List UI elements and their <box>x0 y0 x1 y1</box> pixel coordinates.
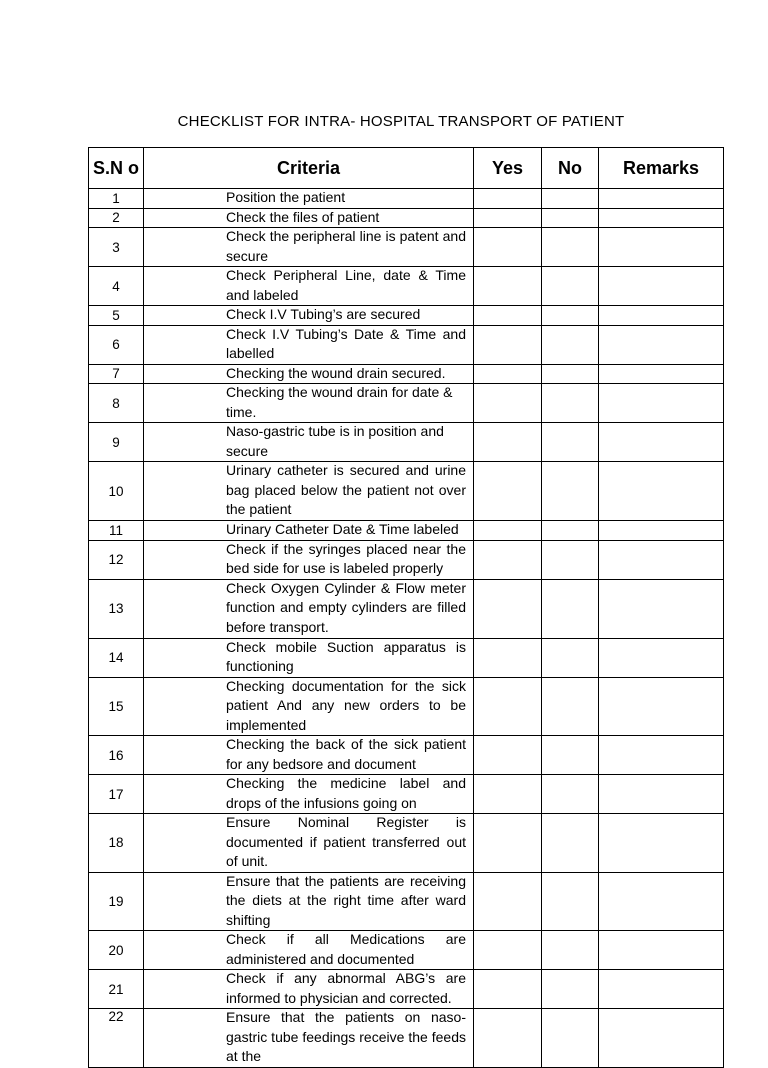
row-number: 8 <box>89 384 144 423</box>
criteria-cell <box>144 872 474 931</box>
remarks-cell[interactable] <box>599 970 724 1009</box>
yes-cell[interactable] <box>474 540 542 579</box>
remarks-cell[interactable] <box>599 872 724 931</box>
table-row <box>89 970 724 1009</box>
no-cell[interactable] <box>542 423 599 462</box>
table-row <box>89 736 724 775</box>
criteria-cell <box>144 736 474 775</box>
criteria-text: Checking documentation for the sick patient And any new orders to be implemented <box>226 677 466 733</box>
criteria-text: Check I.V Tubing’s are secured <box>226 306 421 322</box>
remarks-cell[interactable] <box>599 384 724 423</box>
yes-cell[interactable] <box>474 872 542 931</box>
criteria-cell <box>144 1009 474 1068</box>
criteria-text: Checking the medicine label and drops of the infusions going on <box>226 775 466 811</box>
remarks-cell[interactable] <box>599 775 724 814</box>
no-cell[interactable] <box>542 208 599 228</box>
remarks-cell[interactable] <box>599 325 724 364</box>
row-number: 12 <box>89 540 144 579</box>
remarks-cell[interactable] <box>599 364 724 384</box>
table-row <box>89 872 724 931</box>
table-row <box>89 579 724 638</box>
yes-cell[interactable] <box>474 677 542 736</box>
criteria-cell <box>144 306 474 326</box>
criteria-text: Check Peripheral Line, date & Time and labeled <box>226 267 466 303</box>
row-number: 1 <box>89 189 144 209</box>
criteria-text: Urinary Catheter Date & Time labeled <box>226 521 459 537</box>
no-cell[interactable] <box>542 325 599 364</box>
criteria-cell <box>144 189 474 209</box>
criteria-text: Check if all Medications are administered and documented <box>226 931 466 967</box>
row-number: 9 <box>89 423 144 462</box>
header-row <box>89 148 724 189</box>
no-cell[interactable] <box>542 228 599 267</box>
criteria-text: Checking the back of the sick patient for any bedsore and document <box>226 736 466 772</box>
yes-cell[interactable] <box>474 579 542 638</box>
no-cell[interactable] <box>542 677 599 736</box>
no-cell[interactable] <box>542 306 599 326</box>
header-sno: S.N o <box>89 148 144 189</box>
yes-cell[interactable] <box>474 325 542 364</box>
table-row <box>89 540 724 579</box>
header-no: No <box>542 148 599 189</box>
no-cell[interactable] <box>542 638 599 677</box>
remarks-cell[interactable] <box>599 189 724 209</box>
table-row <box>89 677 724 736</box>
row-number: 10 <box>89 462 144 521</box>
criteria-cell <box>144 228 474 267</box>
row-number: 2 <box>89 208 144 228</box>
yes-cell[interactable] <box>474 970 542 1009</box>
yes-cell[interactable] <box>474 521 542 541</box>
no-cell[interactable] <box>542 521 599 541</box>
criteria-text: Position the patient <box>226 189 346 205</box>
remarks-cell[interactable] <box>599 736 724 775</box>
no-cell[interactable] <box>542 267 599 306</box>
remarks-cell[interactable] <box>599 306 724 326</box>
checklist-table <box>88 147 724 1068</box>
no-cell[interactable] <box>542 1009 599 1068</box>
criteria-cell <box>144 638 474 677</box>
yes-cell[interactable] <box>474 462 542 521</box>
table-row <box>89 228 724 267</box>
yes-cell[interactable] <box>474 306 542 326</box>
no-cell[interactable] <box>542 736 599 775</box>
yes-cell[interactable] <box>474 267 542 306</box>
row-number: 20 <box>89 931 144 970</box>
no-cell[interactable] <box>542 970 599 1009</box>
criteria-text: Ensure that the patients on naso-gastric tube feedings receive the feeds at the <box>226 1009 466 1064</box>
row-number: 3 <box>89 228 144 267</box>
table-row <box>89 462 724 521</box>
table-row <box>89 306 724 326</box>
table-row <box>89 208 724 228</box>
table-row <box>89 384 724 423</box>
criteria-text: Ensure that the patients are receiving the diets at the right time after ward shifting <box>226 872 466 928</box>
header-criteria: Criteria <box>144 148 474 189</box>
yes-cell[interactable] <box>474 775 542 814</box>
criteria-text: Check if any abnormal ABG’s are informed to physician and corrected. <box>226 970 466 1006</box>
row-number: 15 <box>89 677 144 736</box>
row-number: 19 <box>89 872 144 931</box>
table-row <box>89 521 724 541</box>
criteria-text: Check Oxygen Cylinder & Flow meter function and empty cylinders are filled before transport. <box>226 579 466 635</box>
criteria-text: Check mobile Suction apparatus is functioning <box>226 638 466 674</box>
remarks-cell[interactable] <box>599 638 724 677</box>
remarks-cell[interactable] <box>599 1009 724 1068</box>
row-number: 16 <box>89 736 144 775</box>
yes-cell[interactable] <box>474 384 542 423</box>
criteria-text: Check the files of patient <box>226 208 380 225</box>
criteria-cell <box>144 931 474 970</box>
table-row <box>89 775 724 814</box>
row-number: 22 <box>89 1009 144 1068</box>
remarks-cell[interactable] <box>599 521 724 541</box>
criteria-cell <box>144 384 474 423</box>
remarks-cell[interactable] <box>599 267 724 306</box>
criteria-cell <box>144 208 474 228</box>
no-cell[interactable] <box>542 462 599 521</box>
criteria-cell <box>144 267 474 306</box>
yes-cell[interactable] <box>474 1009 542 1068</box>
yes-cell[interactable] <box>474 736 542 775</box>
remarks-cell[interactable] <box>599 540 724 579</box>
row-number: 5 <box>89 306 144 326</box>
no-cell[interactable] <box>542 775 599 814</box>
row-number: 14 <box>89 638 144 677</box>
no-cell[interactable] <box>542 579 599 638</box>
criteria-cell <box>144 970 474 1009</box>
criteria-cell <box>144 775 474 814</box>
header-yes: Yes <box>474 148 542 189</box>
yes-cell[interactable] <box>474 814 542 873</box>
no-cell[interactable] <box>542 872 599 931</box>
row-number: 21 <box>89 970 144 1009</box>
remarks-cell[interactable] <box>599 208 724 228</box>
yes-cell[interactable] <box>474 364 542 384</box>
criteria-text: Check if the syringes placed near the bed side for use is labeled properly <box>226 540 466 576</box>
no-cell[interactable] <box>542 189 599 209</box>
criteria-cell <box>144 423 474 462</box>
table-row <box>89 267 724 306</box>
table-row <box>89 423 724 462</box>
yes-cell[interactable] <box>474 638 542 677</box>
table-row <box>89 364 724 384</box>
table-row <box>89 931 724 970</box>
remarks-cell[interactable] <box>599 579 724 638</box>
no-cell[interactable] <box>542 931 599 970</box>
criteria-cell <box>144 325 474 364</box>
remarks-cell[interactable] <box>599 677 724 736</box>
no-cell[interactable] <box>542 384 599 423</box>
yes-cell[interactable] <box>474 931 542 970</box>
criteria-text: Checking the wound drain secured. <box>226 364 446 381</box>
yes-cell[interactable] <box>474 208 542 228</box>
document-title: CHECKLIST FOR INTRA- HOSPITAL TRANSPORT OF PATIENT <box>177 113 625 130</box>
criteria-cell <box>144 579 474 638</box>
table-row <box>89 638 724 677</box>
yes-cell[interactable] <box>474 423 542 462</box>
no-cell[interactable] <box>542 540 599 579</box>
table-row <box>89 325 724 364</box>
yes-cell[interactable] <box>474 189 542 209</box>
criteria-cell <box>144 364 474 384</box>
row-number: 17 <box>89 775 144 814</box>
header-remarks: Remarks <box>599 148 724 189</box>
criteria-cell <box>144 462 474 521</box>
row-number: 18 <box>89 814 144 873</box>
row-number: 6 <box>89 325 144 364</box>
remarks-cell[interactable] <box>599 814 724 873</box>
table-row <box>89 1009 724 1068</box>
remarks-cell[interactable] <box>599 228 724 267</box>
row-number: 11 <box>89 521 144 541</box>
criteria-cell <box>144 814 474 873</box>
criteria-text: Naso-gastric tube is in position and secure <box>226 423 444 459</box>
row-number: 13 <box>89 579 144 638</box>
criteria-cell <box>144 677 474 736</box>
criteria-cell <box>144 540 474 579</box>
no-cell[interactable] <box>542 364 599 384</box>
table-row <box>89 189 724 209</box>
no-cell[interactable] <box>542 814 599 873</box>
criteria-text: Urinary catheter is secured and urine bag placed below the patient not over the patient <box>226 462 466 517</box>
row-number: 4 <box>89 267 144 306</box>
criteria-text: Check the peripheral line is patent and secure <box>226 228 466 264</box>
criteria-text: Ensure Nominal Register is documented if patient transferred out of unit. <box>226 814 466 869</box>
remarks-cell[interactable] <box>599 462 724 521</box>
remarks-cell[interactable] <box>599 931 724 970</box>
table-row <box>89 814 724 873</box>
criteria-text: Checking the wound drain for date & time. <box>226 384 453 420</box>
criteria-text: Check I.V Tubing’s Date & Time and labelled <box>226 325 466 361</box>
criteria-cell <box>144 521 474 541</box>
row-number: 7 <box>89 364 144 384</box>
yes-cell[interactable] <box>474 228 542 267</box>
remarks-cell[interactable] <box>599 423 724 462</box>
